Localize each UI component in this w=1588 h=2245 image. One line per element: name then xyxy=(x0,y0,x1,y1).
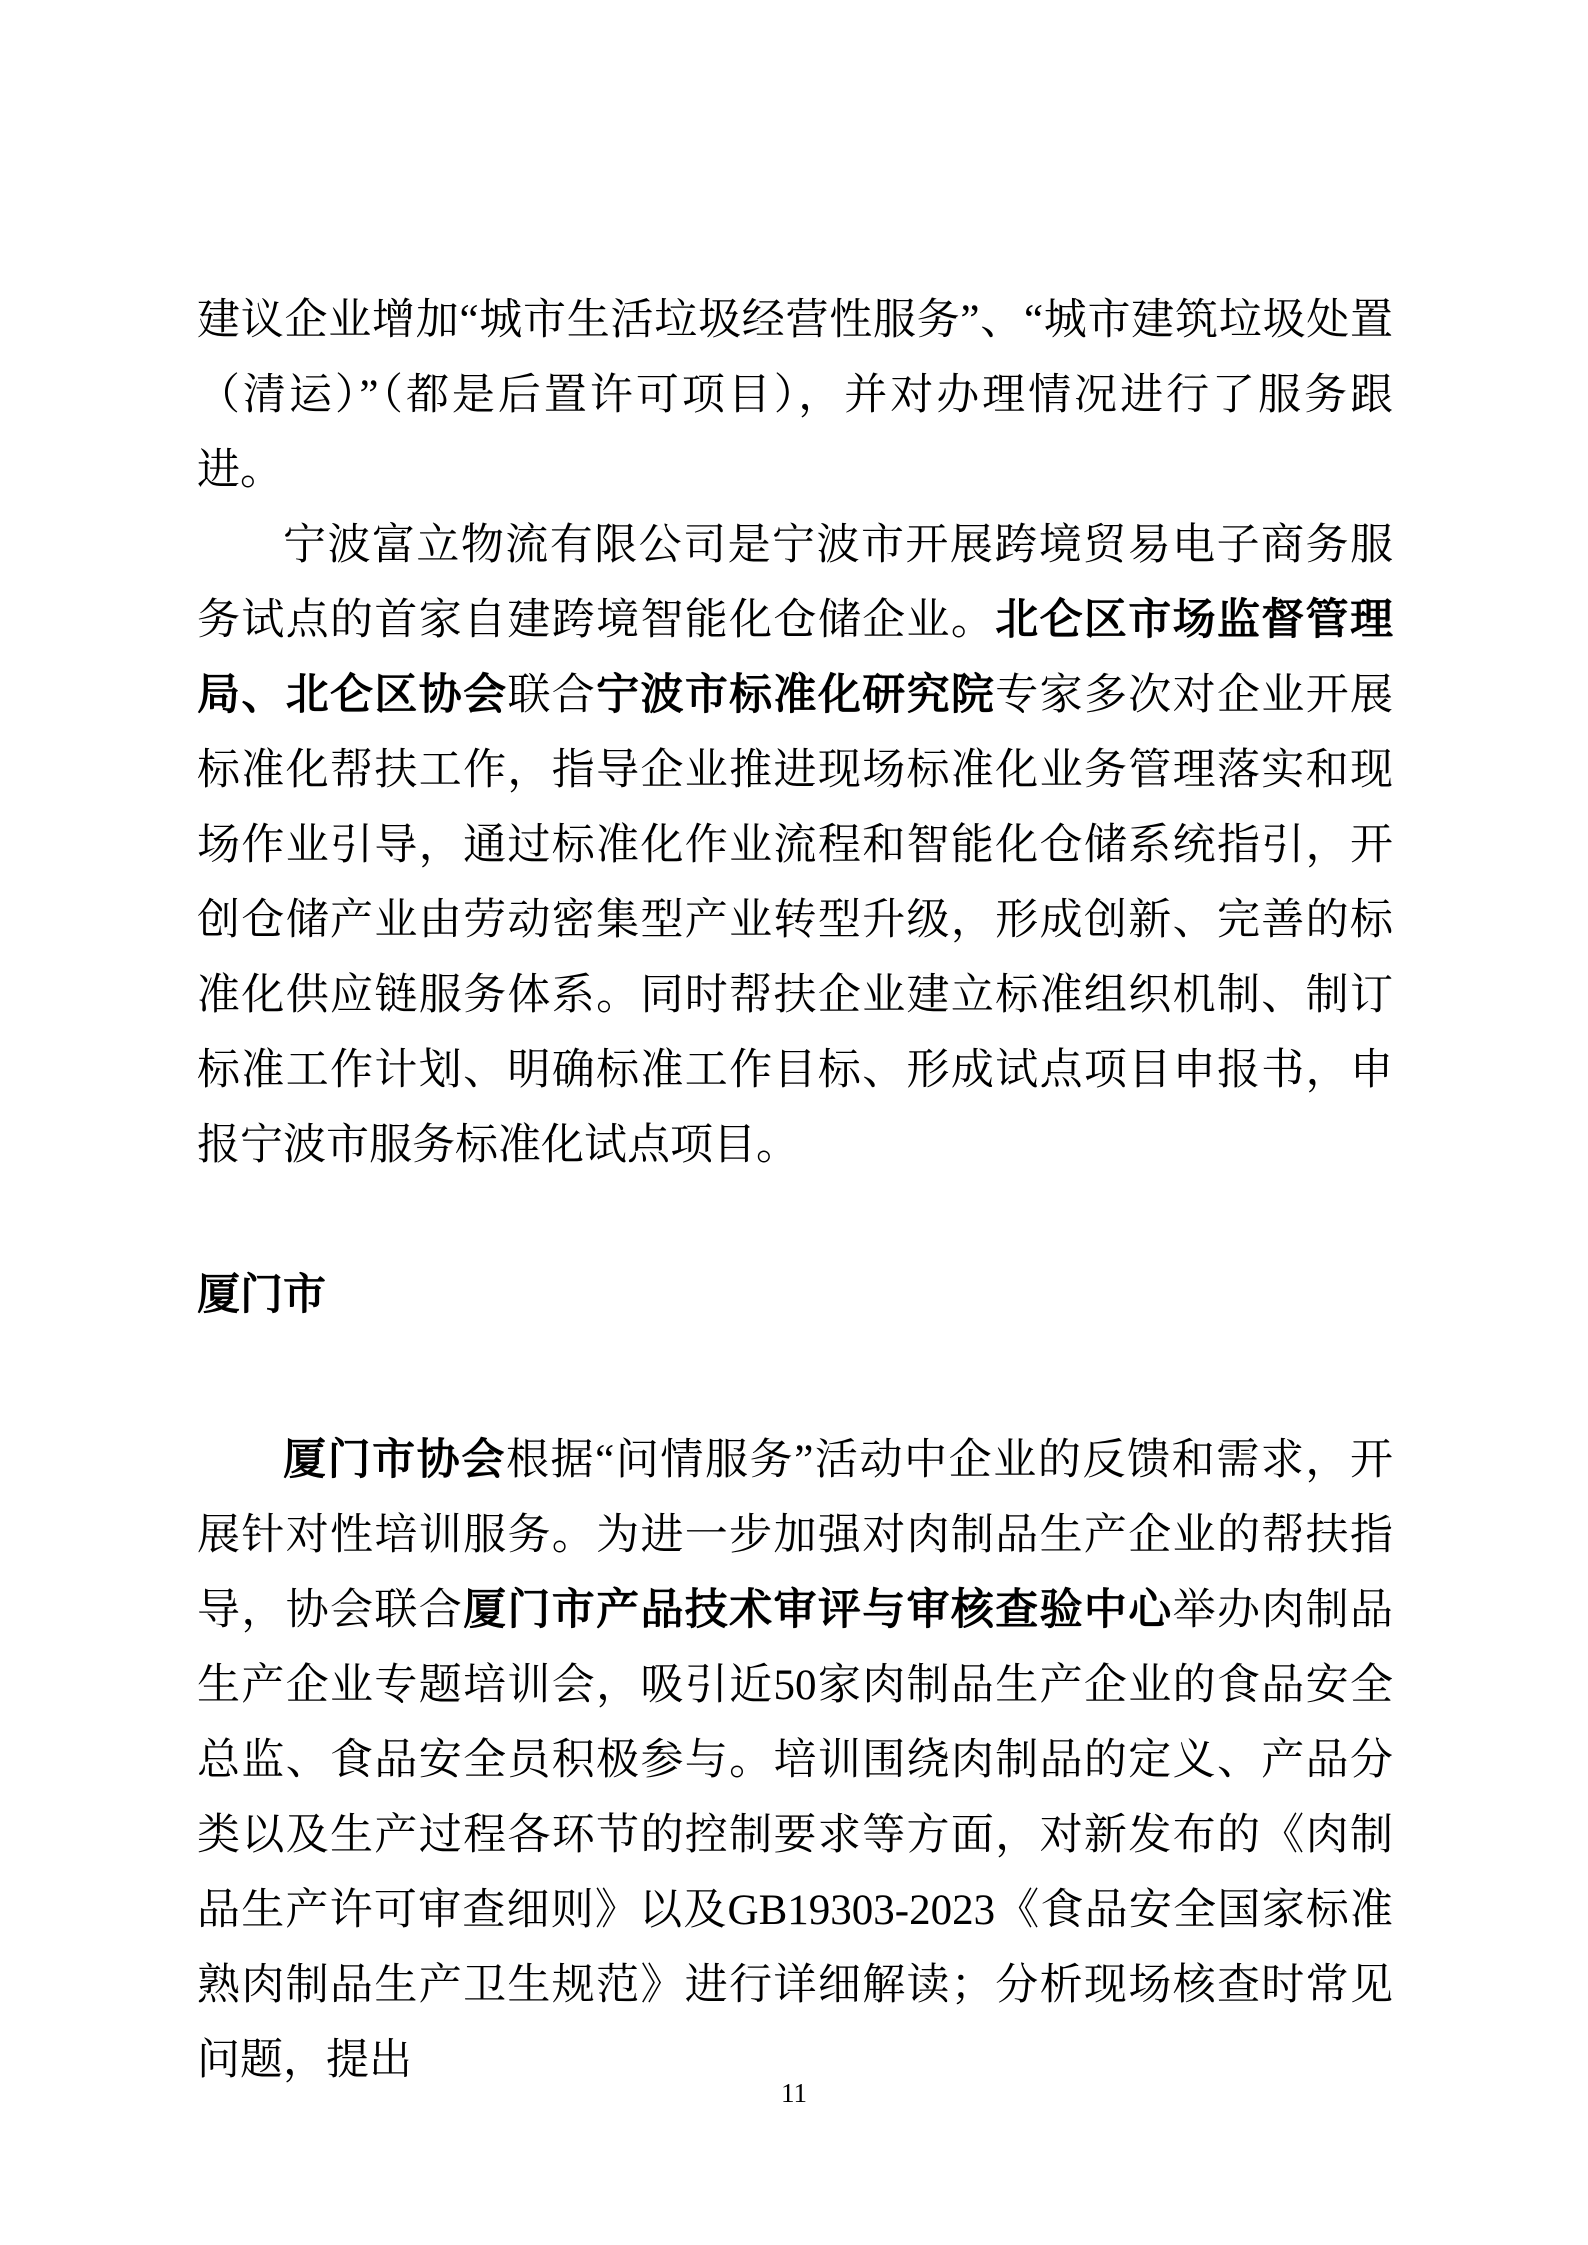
bold-text-run: 厦门市协会 xyxy=(283,1436,506,1484)
bold-text-run: 厦门市 xyxy=(197,1271,326,1319)
text-run: 联合 xyxy=(507,672,597,719)
text-run: 专家多次对企业开展标准化帮扶工作，指导企业推进现场标准化业务管理落实和现场作业引导，通过标准化作业流程和智能化仓储系统指引，开创仓储产业由劳动密集型产业转型升级，形成创新、完善的标准化供应链服务体系。同时帮扶企业建立标准组织机制、制订标准工作计划、明确标准工作目标、形成试点项目申报书，申报宁波市服务标准化试点项目。 xyxy=(197,672,1394,1169)
text-run: 举办肉制品生产企业专题培训会，吸引近50家肉制品生产企业的食品安全总监、食品安全员积极参与。培训围绕肉制品的定义、产品分类以及生产过程各环节的控制要求等方面，对新发布的《肉制品生产许可审查细则》以及GB19303-2023《食品安全国家标准熟肉制品生产卫生规范》进行详细解读；分析现场核查时常见问题，提出 xyxy=(197,1587,1394,2084)
text-run: 建议企业增加“城市生活垃圾经营性服务”、“城市建筑垃圾处置（清运）”（都是后置许可项目），并对办理情况进行了服务跟进。 xyxy=(197,297,1393,494)
bold-text-run: 厦门市产品技术审评与审核查验中心 xyxy=(463,1586,1173,1634)
paragraph xyxy=(197,1423,1393,2098)
page-number: 11 xyxy=(781,2078,807,2108)
bold-text-run: 北仑区市场监督管理局、北仑区协会 xyxy=(197,596,1394,719)
paragraph xyxy=(197,283,1393,508)
paragraph xyxy=(197,508,1393,1183)
document-body xyxy=(197,283,1393,2098)
section-heading xyxy=(197,1258,1393,1333)
text-run: 根据“问情服务”活动中企业的反馈和需求，开展针对性培训服务。为进一步加强对肉制品生产企业的帮扶指导，协会联合 xyxy=(197,1437,1394,1634)
bold-text-run: 宁波市标准化研究院 xyxy=(596,671,996,719)
text-run: 宁波富立物流有限公司是宁波市开展跨境贸易电子商务服务试点的首家自建跨境智能化仓储企业。 xyxy=(197,522,1393,644)
